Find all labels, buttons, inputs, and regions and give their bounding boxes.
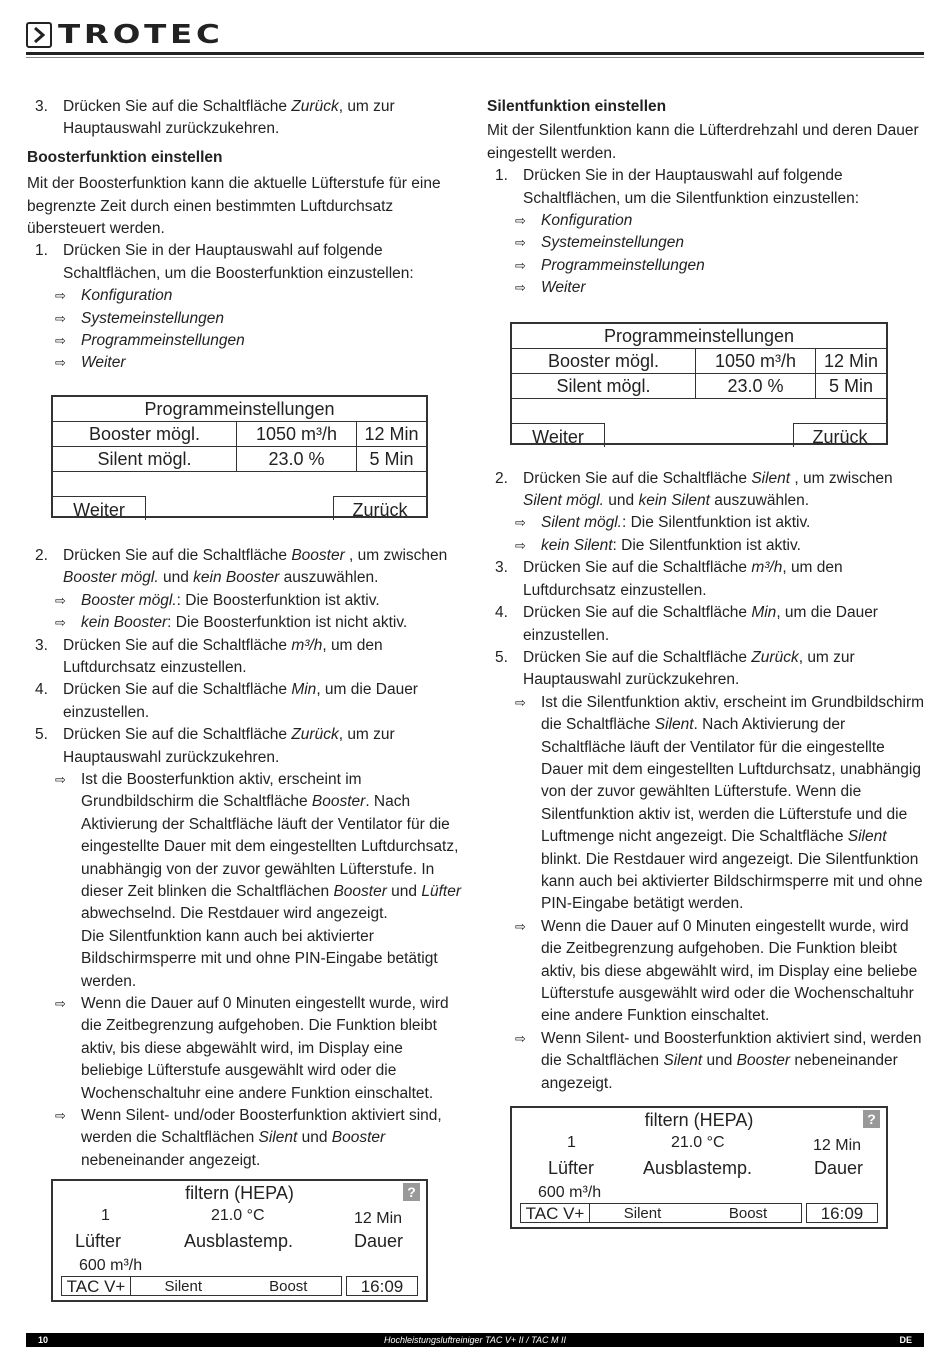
status-bar (61, 1276, 418, 1296)
brand-name: TROTEC (58, 20, 224, 50)
help-icon[interactable]: ? (863, 1110, 880, 1128)
step: 2. Drücken Sie auf die Schaltfläche Silent , um zwischen Silent mögl. und kein Silent auszuwählen. (495, 469, 893, 510)
chevron-right-icon (26, 22, 52, 48)
arrow-right-icon: ⇨ (515, 280, 526, 296)
product-name: Hochleistungsluftreiniger TAC V+ II / TAC M II (384, 1335, 566, 1345)
step: 3. Drücken Sie auf die Schaltfläche m³/h, um den Luftdurchsatz einzustellen. (35, 636, 383, 676)
temp-value: 21.0 °C (671, 1134, 725, 1151)
result: ⇨ Wenn Silent- und/oder Boosterfunktion aktiviert sind, werden die Schaltflächen Silent und Booster nebeneinander angezeigt. (27, 1105, 462, 1172)
silent-button[interactable]: Silent (164, 1278, 203, 1295)
silent-option[interactable]: Silent mögl. (53, 447, 237, 471)
section-title: Boosterfunktion einstellen (27, 148, 223, 166)
step: 5. Drücken Sie auf die Schaltfläche Zurück, um zur Hauptauswahl zurückzukehren. (35, 726, 395, 766)
header-rule-thin (26, 57, 924, 58)
fan-button[interactable]: Lüfter (75, 1231, 122, 1251)
step: 5. Drücken Sie auf die Schaltfläche Zurück, um zur Hauptauswahl zurückzukehren. (495, 648, 855, 689)
status-grid (512, 1132, 886, 1208)
booster-duration[interactable]: 12 Min (364, 424, 419, 444)
arrow-right-icon: ⇨ (515, 515, 526, 531)
step: 4. Drücken Sie auf die Schaltfläche Min, um die Dauer einzustellen. (495, 604, 878, 644)
menu-item: ⇨ Programmeinstellungen (27, 330, 462, 352)
result: ⇨ Ist die Boosterfunktion aktiv, erscheint im Grundbildschirm die Schaltfläche Booster. Nach Aktivierung der Schaltfläche läuft der Ventilator für die eingestellte Dauer mit dem eingestellten Luftdurchsatz, unabhängig von der zuvor gewählten Lüfterstufe. In dieser Zeit blinken die Schaltflächen Booster und Lüfter abwechselnd. Die Restdauer wird angezeigt. Die Silentfunktion kann auch bei aktivierter Bildschirmsperre mit und ohne PIN-Eingabe betätigt werden. (27, 769, 462, 993)
boost-button[interactable]: Boost (269, 1278, 308, 1295)
arrow-right-icon: ⇨ (55, 333, 66, 349)
booster-row (512, 349, 886, 374)
step: 3. Drücken Sie auf die Schaltfläche m³/h, um den Luftdurchsatz einzustellen. (495, 559, 843, 599)
silent-duration[interactable]: 5 Min (828, 376, 873, 396)
temp-value: 21.0 °C (211, 1207, 265, 1224)
arrow-right-icon: ⇨ (515, 1030, 526, 1046)
button-row (53, 496, 426, 520)
zurueck-button[interactable]: Zurück (793, 423, 886, 447)
brand-logo (26, 20, 224, 50)
tac-button[interactable]: TAC V+ (520, 1203, 590, 1223)
step: 4. Drücken Sie auf die Schaltfläche Min, um die Dauer einzustellen. (35, 681, 418, 721)
section-title: Silentfunktion einstellen (487, 98, 667, 115)
arrow-right-icon: ⇨ (55, 310, 66, 326)
silent-duration[interactable]: 5 Min (369, 449, 414, 469)
intro: Mit der Boosterfunktion kann die aktuelle Lüfterstufe für eine begrenzte Zeit durch einen bestimmten Luftdurchsatz übersteuert werden. (27, 175, 441, 238)
arrow-right-icon: ⇨ (515, 213, 526, 229)
boost-button[interactable]: Boost (728, 1205, 768, 1222)
step: 2. Drücken Sie auf die Schaltfläche Booster , um zwischen Booster mögl. und kein Booster auszuwählen. (35, 546, 448, 587)
menu-item: ⇨ Programmeinstellungen (487, 255, 927, 277)
arrow-right-icon: ⇨ (55, 615, 66, 631)
clock[interactable]: 16:09 (806, 1203, 878, 1223)
zurueck-button[interactable]: Zurück (333, 496, 426, 520)
menu-item: ⇨ Konfiguration (487, 210, 927, 232)
status-grid (53, 1205, 426, 1281)
menu-item: ⇨ Weiter (27, 352, 462, 374)
result: ⇨ Wenn die Dauer auf 0 Minuten eingestellt wurde, wird die Zeitbegrenzung aufgehoben. Die Funktion bleibt aktiv, bis diese abgewählt wird, im Display eine beliebe Lüfterstufe ausgewählt wird oder die Wochenschaltuhr eine andere Funktion einschaltet. (487, 916, 927, 1028)
menu-item: ⇨ Konfiguration (27, 285, 462, 307)
display-title: Programmeinstellungen (53, 397, 426, 422)
menu-item: ⇨ Systemeinstellungen (487, 232, 927, 254)
result: ⇨ Ist die Silentfunktion aktiv, erscheint im Grundbildschirm die Schaltfläche Silent. Nach Aktivierung der Schaltfläche läuft der Ventilator für die eingestellte Dauer mit dem eingestellten Luftdurchsatz, unabhängig von der zuvor gewählten Lüfterstufe. Wenn die Silentfunktion aktiv ist, werden die Lüfterstufe und die Luftmenge nicht angezeigt. Die Schaltfläche Silent blinkt. Die Restdauer wird angezeigt. Die Silentfunktion kann auch bei aktivierter Bildschirmsperre mit und ohne PIN-Eingabe betätigt werden. (487, 692, 927, 916)
result: ⇨ Wenn Silent- und Boosterfunktion aktiviert sind, werden die Schaltflächen Silent und Booster nebeneinander angezeigt. (487, 1028, 927, 1095)
weiter-button[interactable]: Weiter (512, 423, 605, 447)
silent-button[interactable]: Silent (623, 1205, 662, 1222)
mode-bar (590, 1203, 802, 1223)
booster-flow[interactable]: 1050 m³/h (237, 422, 357, 446)
arrow-right-icon: ⇨ (515, 694, 526, 710)
arrow-right-icon: ⇨ (55, 592, 66, 608)
page-footer (26, 1333, 924, 1347)
program-settings-display (510, 322, 888, 445)
step: 1. Drücken Sie in der Hauptauswahl auf folgende Schaltflächen, um die Boosterfunktion einzustellen: (35, 242, 414, 282)
booster-row (53, 422, 426, 447)
right-column (487, 96, 927, 1095)
arrow-right-icon: ⇨ (515, 257, 526, 273)
arrow-right-icon: ⇨ (515, 918, 526, 934)
arrow-right-icon: ⇨ (55, 355, 66, 371)
mode-bar (131, 1276, 342, 1296)
menu-item: ⇨ Systemeinstellungen (27, 308, 462, 330)
main-screen-display (51, 1179, 428, 1302)
header-rule (26, 52, 924, 55)
duration-label: Dauer (814, 1158, 864, 1178)
button-row (512, 423, 886, 447)
silent-row (512, 374, 886, 399)
arrow-right-icon: ⇨ (515, 537, 526, 553)
arrow-right-icon: ⇨ (55, 288, 66, 304)
result: ⇨ Booster mögl.: Die Boosterfunktion ist aktiv. (27, 590, 462, 612)
booster-option[interactable]: Booster mögl. (53, 422, 237, 446)
silent-option[interactable]: Silent mögl. (512, 374, 696, 398)
duration-label: Dauer (354, 1231, 404, 1251)
language-code: DE (899, 1335, 912, 1345)
result: ⇨ kein Booster: Die Boosterfunktion ist nicht aktiv. (27, 612, 462, 634)
display-title: filtern (HEPA) ? (53, 1181, 426, 1205)
clock[interactable]: 16:09 (346, 1276, 418, 1296)
silent-speed[interactable]: 23.0 % (237, 447, 357, 471)
fan-level: 1 (567, 1134, 576, 1151)
main-screen-display (510, 1106, 888, 1229)
help-icon[interactable]: ? (403, 1183, 420, 1201)
page-number: 10 (38, 1335, 49, 1345)
arrow-right-icon: ⇨ (55, 771, 66, 787)
display-title: Programmeinstellungen (512, 324, 886, 349)
empty-row (53, 472, 426, 496)
silent-row (53, 447, 426, 472)
temp-label: Ausblastemp. (643, 1158, 753, 1178)
program-settings-display (51, 395, 428, 518)
display-title: filtern (HEPA) ? (512, 1108, 886, 1132)
empty-row (512, 399, 886, 423)
step: 1. Drücken Sie in der Hauptauswahl auf folgende Schaltflächen, um die Silentfunktion einzustellen: (495, 167, 860, 207)
duration-value: 12 Min (354, 1210, 403, 1227)
booster-option[interactable]: Booster mögl. (512, 349, 696, 373)
tac-button[interactable]: TAC V+ (61, 1276, 131, 1296)
silent-speed[interactable]: 23.0 % (696, 374, 816, 398)
result: ⇨ kein Silent: Die Silentfunktion ist aktiv. (487, 535, 927, 557)
result: ⇨ Wenn die Dauer auf 0 Minuten eingestellt wurde, wird die Zeitbegrenzung aufgehoben. Die Funktion bleibt aktiv, bis diese abgewählt wird, im Display eine beliebige Lüfterstufe ausgewählt wird oder die Wochenschaltuhr eine andere Funktion einschaltet. (27, 993, 462, 1105)
fan-button[interactable]: Lüfter (548, 1158, 595, 1178)
booster-flow[interactable]: 1050 m³/h (696, 349, 816, 373)
duration-value: 12 Min (813, 1137, 862, 1154)
left-column (27, 96, 462, 1172)
weiter-button[interactable]: Weiter (53, 496, 146, 520)
booster-duration[interactable]: 12 Min (823, 351, 879, 371)
arrow-right-icon: ⇨ (515, 235, 526, 251)
temp-label: Ausblastemp. (184, 1231, 294, 1251)
flow-value: 600 m³/h (79, 1257, 143, 1274)
status-bar (520, 1203, 878, 1223)
result: ⇨ Silent mögl.: Die Silentfunktion ist aktiv. (487, 512, 927, 534)
menu-item: ⇨ Weiter (487, 277, 927, 299)
intro: Mit der Silentfunktion kann die Lüfterdrehzahl und deren Dauer eingestellt werden. (487, 122, 919, 162)
arrow-right-icon: ⇨ (55, 996, 66, 1011)
fan-level: 1 (101, 1207, 110, 1224)
flow-value: 600 m³/h (538, 1184, 602, 1201)
step: 3. Drücken Sie auf die Schaltfläche Zurück, um zur Hauptauswahl zurückzukehren. (35, 98, 395, 138)
arrow-right-icon: ⇨ (55, 1108, 66, 1124)
